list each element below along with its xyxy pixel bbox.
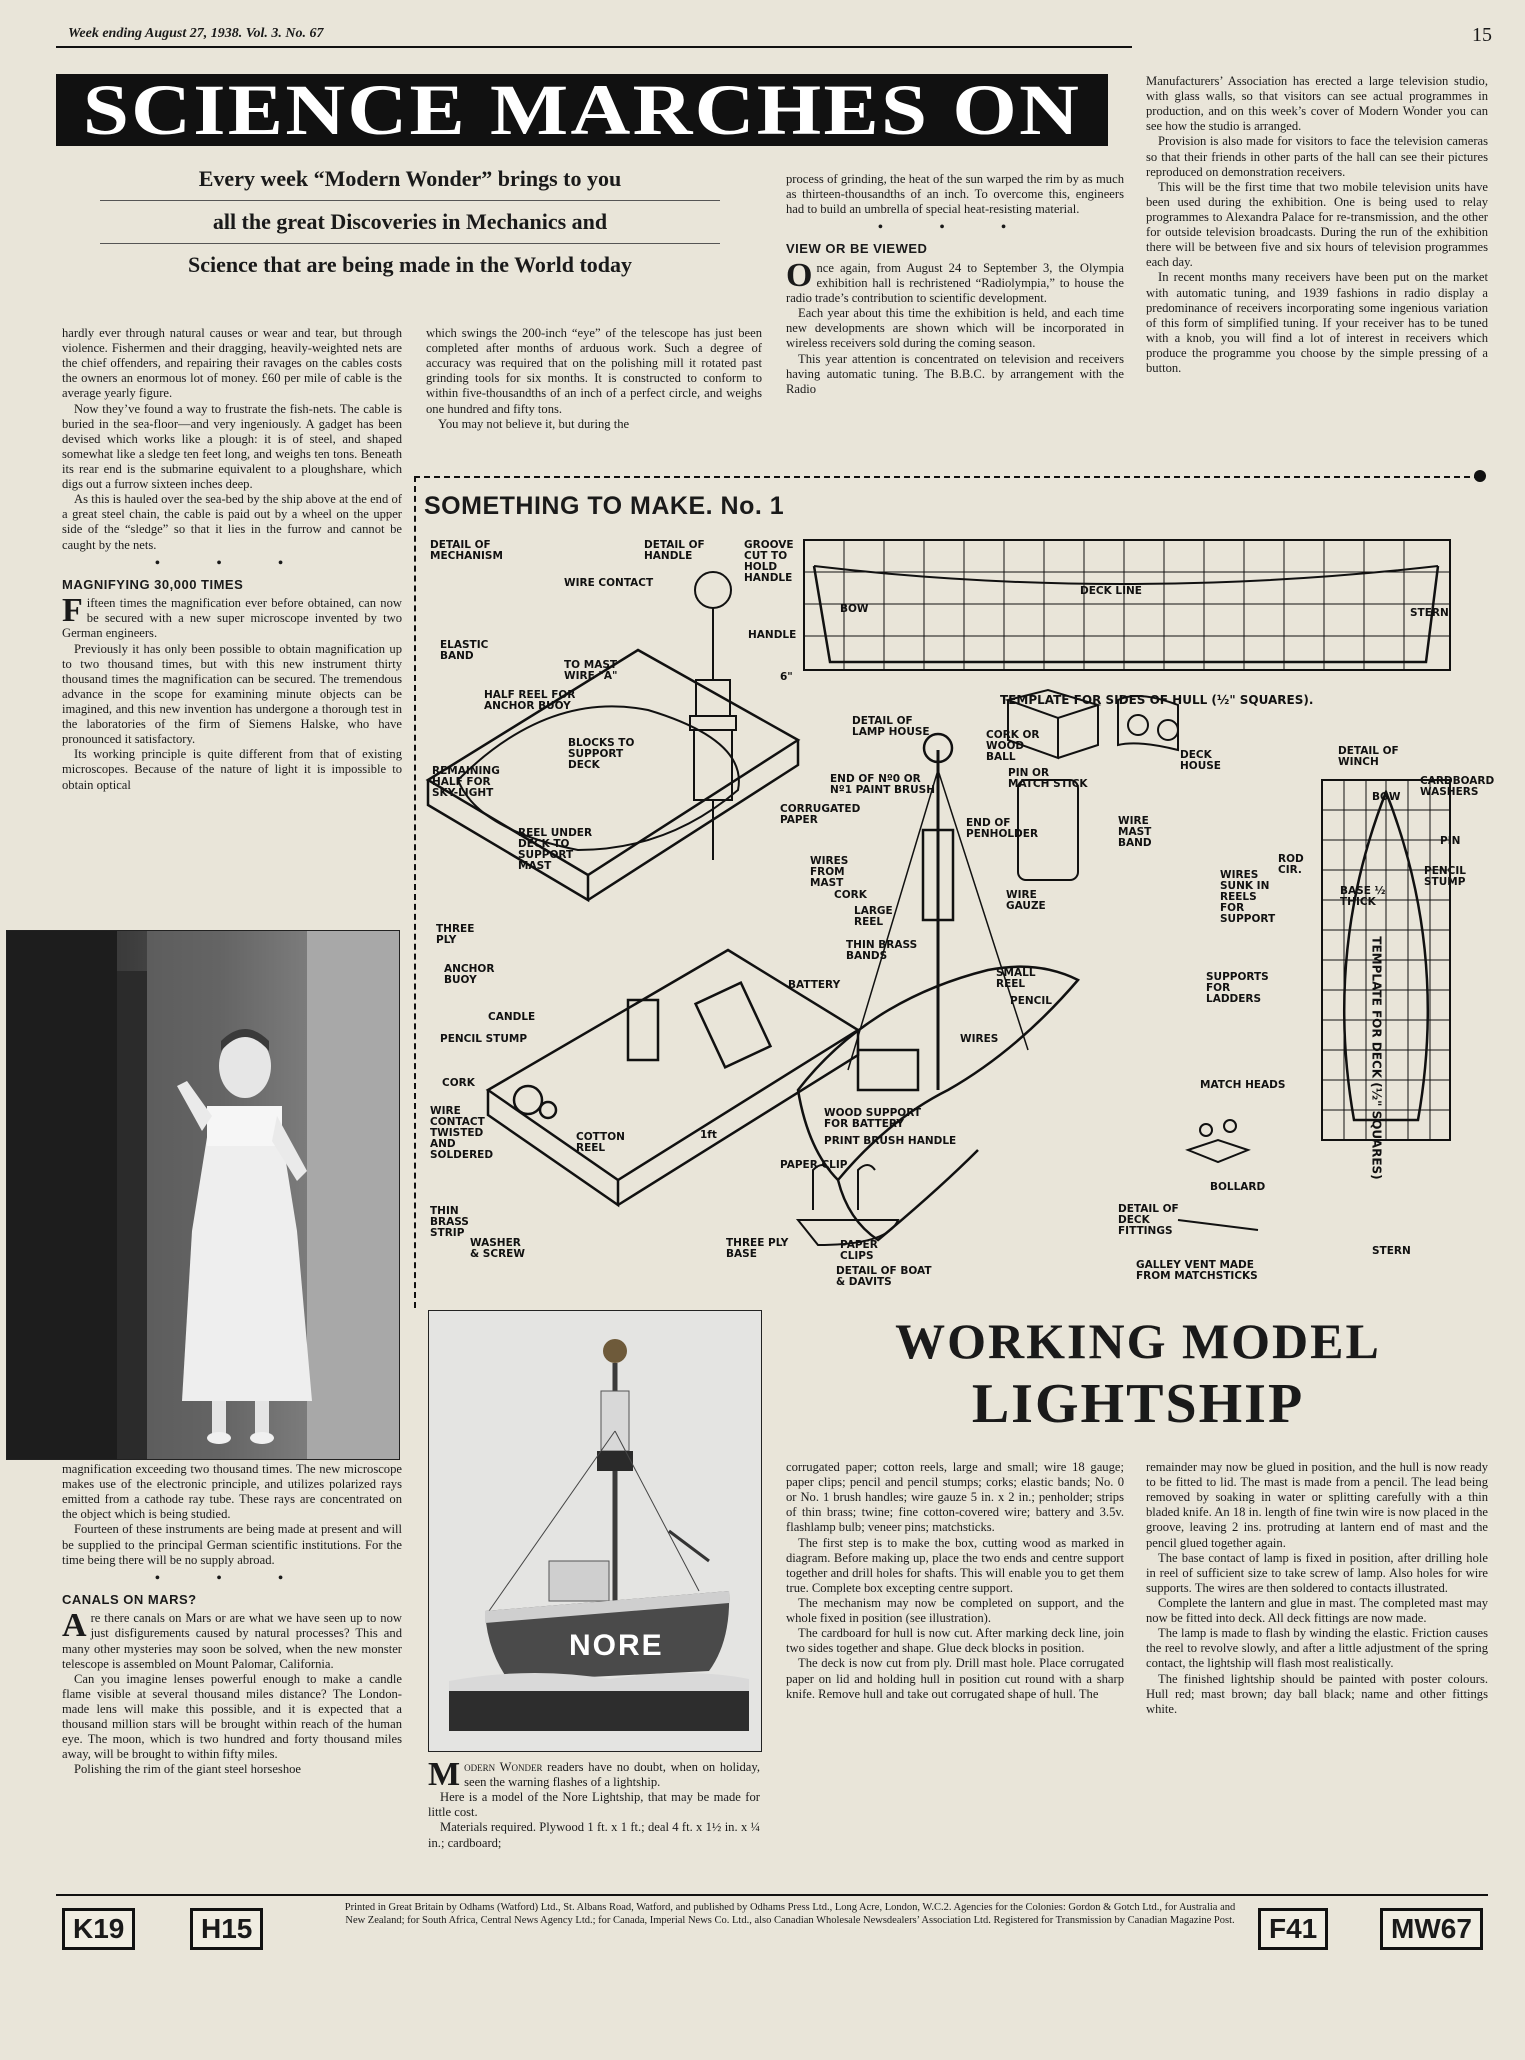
section-heading: MAGNIFYING 30,000 TIMES (62, 576, 244, 592)
label-dim-6: 6" (780, 671, 793, 683)
paragraph: The finished lightship should be painted with poster colours. Hull red; mast brown; day ball black; name and other fittings white. (1146, 1671, 1488, 1716)
label-wire-contact: WIRE CONTACT (564, 577, 654, 589)
lamp-house-detail (690, 572, 736, 860)
paragraph: Previously it has only been possible to obtain magnification up to two thousand times, but with this new instrument thirty thousand times the magnification can be secured. The tremendous advance in the scope for examining minute objects can be imagined, and this new invention has undergone a thorough test in the laboratories of the firm of Siemens Halske, who have pronounced it satisfactory. (62, 641, 402, 747)
banner-title: SCIENCE MARCHES ON (82, 70, 1082, 150)
page-number: 15 (1472, 24, 1492, 46)
paragraph: hardly ever through natural causes or wear and tear, but through violence. Fishermen and their dragging, heavily-weighted nets are the chief offenders, and repairing their ravages on the cables costs the owners an enormous lot of money. £60 per mile of cable is the average yearly figure. (62, 326, 402, 401)
paragraph: The deck is now cut from ply. Drill mast hole. Place corrugated paper on lid and holding hull in position cut round with a sharp knife. Remove hull and take out corrugated shape of hull. The (786, 1656, 1124, 1701)
label-pencil-stump: PENCIL STUMP (440, 1033, 528, 1045)
label-wires-sunk: WIRES SUNK IN REELS FOR SUPPORT (1220, 869, 1276, 926)
paragraph: You may not believe it, but during the (438, 416, 630, 431)
banner-subtitle (100, 158, 720, 286)
footer-rule (56, 1894, 1488, 1896)
paragraph: As this is hauled over the sea-bed by the ship above at the end of a great steel chain, the cable is paid out by a wheel on the upper side of the “sledge” so that it lies in the furrow and cannot be caught by the nets. (62, 492, 402, 552)
paragraph: The first step is to make the box, cutting wood as marked in diagram. Before making up, place the two ends and centre support together and drill holes for shafts. This will enable you to get them true. Complete box excepting centre support. (786, 1535, 1124, 1595)
diagram-end-dot (1474, 470, 1486, 482)
hull-template (804, 540, 1450, 670)
label-wire-contact-twisted: WIRE CONTACT TWISTED AND SOLDERED (430, 1105, 494, 1162)
diagram-top-rule (414, 476, 1480, 478)
section-separator: • • • (877, 219, 1033, 237)
label-paper-clip: PAPER CLIP (780, 1159, 848, 1171)
article-column-1-bottom (62, 1462, 402, 1778)
label-supports-ladders: SUPPORTS FOR LADDERS (1206, 971, 1269, 1006)
label-wires-from-mast: WIRES FROM MAST (810, 855, 849, 890)
paragraph: which swings the 200-inch “eye” of the telescope has just been completed after months of arduous work. Such a degree of accuracy was required that on the polishing mill it rotated past grinding tools for six months. It is constructed to conform to within five-thousandths of an inch of a perfect circle, and weighs one hundred and fifty tons. (426, 326, 762, 416)
photo-illustration (7, 931, 399, 1459)
paragraph: Materials required. Plywood 1 ft. x 1 ft.; deal 4 ft. x 1½ in. x ¼ in.; cardboard; (428, 1820, 760, 1850)
label-end-penholder: END OF PENHOLDER (966, 817, 1039, 841)
label-anchor-buoy: ANCHOR BUOY (444, 963, 495, 987)
label-galley-vent: GALLEY VENT MADE FROM MATCHSTICKS (1136, 1259, 1258, 1283)
label-to-mast-wire: TO MAST WIRE "A" (564, 659, 618, 683)
paragraph: Can you imagine lenses powerful enough to make a candle flame visible at several thousand miles distance? The London-made lens will make this possible, and it is expected that a thousand million stars will be brought within reach of the human eye. The moon, which is two hundred and forty thousand miles away, will be brought to within fifty miles. (62, 1671, 402, 1762)
label-remaining-half: REMAINING HALF FOR SKY-LIGHT (432, 765, 500, 800)
label-corrugated-paper: CORRUGATED PAPER (780, 803, 861, 827)
paragraph: This will be the first time that two mobile television units have been used during the exhibition. One is being used to relay programmes to Alexandra Palace for re-transmission, and the other for outside television broadcasts. During the run of the exhibition there will be between five and six hours of television programmes each day. (1146, 179, 1488, 270)
header-rule (56, 46, 1132, 48)
label-blocks-deck: BLOCKS TO SUPPORT DECK (568, 737, 635, 772)
label-rod-cir: ROD CIR. (1278, 853, 1304, 877)
label-washer-screw: WASHER & SCREW (470, 1237, 525, 1261)
paragraph: Fifteen times the magnification ever before obtained, can now be secured with a new super microscope invented by two German engineers. (62, 592, 402, 641)
paragraph: Now they’ve found a way to frustrate the fish-nets. The cable is buried in the sea-floor—and very ingeniously. A gadget has been devised which works like a plough: it is of steel, and shaped somewhat like a sledge ten feet long, and weighs ten tons. Beneath its rear end is the submarine equivalent to a ploughshare, which digs out a furrow sixteen inches deep. (62, 401, 402, 492)
label-three-ply: THREE PLY (436, 923, 475, 947)
label-bow-hull: BOW (840, 603, 869, 615)
label-detail-handle: DETAIL OF HANDLE (644, 539, 705, 563)
label-pencil: PENCIL (1010, 995, 1052, 1007)
article-column-3-top (786, 172, 1124, 397)
label-cardboard-washers: CARDBOARD WASHERS (1420, 775, 1495, 799)
section-heading: CANALS ON MARS? (62, 1591, 197, 1607)
photo-model-lightship (428, 1310, 762, 1752)
paragraph: Manufacturers’ Association has erected a large television studio, with glass walls, so that visitors can see actual programmes in production, and on this week’s cover of Modern Wonder you can see how the studio is arranged. (1146, 74, 1488, 134)
label-candle: CANDLE (488, 1011, 536, 1023)
label-deck-bow: BOW (1372, 791, 1401, 803)
label-handle: HANDLE (748, 629, 797, 641)
paragraph: Fourteen of these instruments are being made at present and will be supplied to the principal German scientific institutions. For the time being there will be no supply abroad. (62, 1522, 402, 1567)
footer-code-k19: K19 (62, 1908, 135, 1950)
paragraph: The mechanism may now be completed on support, and the whole fixed in position (see illustration). (786, 1595, 1124, 1626)
label-thin-brass-bands: THIN BRASS BANDS (846, 939, 918, 963)
paragraph: Complete the lantern and glue in mast. The completed mast may now be fitted into deck. All deck fittings are now made. (1146, 1595, 1488, 1626)
label-cork: CORK (442, 1077, 475, 1089)
paragraph: Here is a model of the Nore Lightship, that may be made for little cost. (428, 1790, 760, 1820)
section-separator: • • • (154, 1569, 310, 1587)
paragraph: The cardboard for hull is now cut. After marking deck line, join two sides together and shape. Glue deck blocks in position. (786, 1626, 1124, 1656)
paragraph: Its working principle is quite different from that of existing microscopes. Because of the nature of light it is impossible to obtain optical (62, 747, 402, 792)
label-match-heads: MATCH HEADS (1200, 1079, 1286, 1091)
label-wood-support-battery: WOOD SUPPORT FOR BATTERY (824, 1107, 921, 1131)
section-separator: • • • (154, 554, 310, 572)
paragraph: process of grinding, the heat of the sun warped the rim by as much as thirteen-thousandths of an inch. To overcome this, engineers had to build an umbrella of special heat-resisting material. (786, 172, 1124, 217)
diagram-title: SOMETHING TO MAKE. No. 1 (424, 492, 785, 520)
label-detail-mechanism: DETAIL OF MECHANISM (430, 539, 503, 563)
lightship-column-3 (1146, 1460, 1488, 1717)
label-pin: PIN (1440, 835, 1461, 847)
paragraph: In recent months many receivers have been put on the market with automatic tuning, and 1939 fashions in radio display a predominance of receivers incorporating some ingenious variation of this form of simplified tuning. If your receiver has to be tuned with a knob, you will find a lot of interest in receivers which produce the programme you choose by the simple pressing of a button. (1146, 270, 1488, 376)
paragraph: Each year about this time the exhibition is held, and each time new developments are shown which will be incorporated in wireless receivers sold during the coming season. (786, 306, 1124, 351)
article-column-1-top (62, 326, 402, 793)
label-detail-boat-davits: DETAIL OF BOAT & DAVITS (836, 1265, 932, 1289)
drop-cap: F (62, 592, 83, 630)
label-dim-1ft: 1ft (700, 1129, 717, 1141)
lightship-construction-diagram (418, 530, 1484, 1310)
label-template-deck: TEMPLATE FOR DECK (½" SQUARES) (1369, 936, 1384, 1180)
banner-sub-line3: Science that are being made in the World today (187, 252, 633, 277)
label-cork-small: CORK (834, 889, 867, 901)
label-reel-under-deck: REEL UNDER DECK TO SUPPORT MAST (518, 827, 593, 873)
label-detail-deck-fittings: DETAIL OF DECK FITTINGS (1118, 1203, 1179, 1238)
label-wire-gauze: WIRE GAUZE (1006, 889, 1046, 913)
label-paper-clips: PAPER CLIPS (840, 1239, 878, 1263)
label-deck-line: DECK LINE (1080, 585, 1142, 597)
label-print-brush-handle: PRINT BRUSH HANDLE (824, 1135, 957, 1147)
label-small-reel: SMALL REEL (996, 967, 1036, 991)
footer-imprint: Printed in Great Britain by Odhams (Watford) Ltd., St. Albans Road, Watford, and published by Odhams Press Ltd., Long Acre, London, W.C.2. Agencies for the Colonies: Gordon & Gotch Ltd., for Australia and New Zealand; for South Africa, Central News Agency Ltd.; for Canada, Imperial News Co. Ltd., also Canadian Wholesale Newsdealers’ Association Ltd. Registered for Transmission by Canadian Magazine Post. (344, 1902, 1236, 1926)
label-cork-wood-ball: CORK OR WOOD BALL (986, 729, 1040, 764)
label-stern-hull: STERN (1410, 607, 1449, 619)
label-elastic-band: ELASTIC BAND (440, 639, 489, 663)
paragraph: The base contact of lamp is fixed in position, after drilling hole in reel of sufficient size to take screw of lamp. Also holes for wire supports. The wires are then soldered to contacts illustrated. (1146, 1550, 1488, 1595)
drop-cap: M (428, 1756, 461, 1793)
drop-cap: A (62, 1607, 87, 1645)
lightship-column-2 (786, 1460, 1124, 1702)
footer-code-h15: H15 (190, 1908, 263, 1950)
label-template-hull: TEMPLATE FOR SIDES OF HULL (½" SQUARES). (1000, 693, 1314, 707)
paragraph: Once again, from August 24 to September 3, the Olympia exhibition hall is rechristened “Radiolympia,” to house the radio trade’s contribution to scientific development. (786, 256, 1124, 306)
label-thin-brass-strip: THIN BRASS STRIP (430, 1205, 469, 1240)
label-battery: BATTERY (788, 979, 841, 991)
label-cotton-reel: COTTON REEL (576, 1131, 625, 1155)
lightship-heading-line1: WORKING MODEL (895, 1313, 1381, 1369)
label-bollard: BOLLARD (1210, 1181, 1266, 1193)
label-detail-winch: DETAIL OF WINCH (1338, 745, 1399, 769)
label-large-reel: LARGE REEL (854, 905, 893, 929)
paragraph: corrugated paper; cotton reels, large and small; wire 18 gauge; paper clips; pencil and pencil stumps; corks; elastic bands; No. 0 or No. 1 brush handles; wire gauze 5 in. x 2 in.; penholder; strips of thin brass; twine; fine cotton-covered wire; battery and 3.5v. flashlamp bulb; veneer pins; matchsticks. (786, 1460, 1124, 1535)
label-detail-lamp-house: DETAIL OF LAMP HOUSE (852, 715, 930, 739)
banner-sub-line1: Every week “Modern Wonder” brings to you (100, 158, 720, 201)
paragraph: Modern Wonder readers have no doubt, when on holiday, seen the warning flashes of a lightship. (428, 1756, 760, 1793)
paragraph: Are there canals on Mars or are what we have seen up to now just disfigurements caused by natural processes? This and many other mysteries may soon be solved, when the new monster telescope is assembled on Mount Palomar, California. (62, 1607, 402, 1671)
label-deck-stern: STERN (1372, 1245, 1411, 1257)
deck-template (1322, 780, 1450, 1140)
paragraph: Polishing the rim of the giant steel horseshoe (74, 1762, 302, 1777)
label-pin-match-stick: PIN OR MATCH STICK (1008, 767, 1088, 791)
footer-code-mw67: MW67 (1380, 1908, 1483, 1950)
banner-sub-line2: all the great Discoveries in Mechanics and (100, 201, 720, 244)
label-groove: GROOVE CUT TO HOLD HANDLE (744, 539, 794, 585)
paragraph: remainder may now be glued in position, and the hull is now ready to be fitted to lid. The mast is made from a pencil. The lead being removed by soaking in water or splitting carefully with a thin bladed knife. An 18 in. length of fine twin wire is now placed in the groove, leaving 2 ins. protruding at lantern end of mast and the pencil glued together again. (1146, 1460, 1488, 1550)
paragraph: The lamp is made to flash by winding the elastic. Friction causes the reel to revolve slowly, and after a little adjustment of the spring contact, the lightship will flash most realistically. (1146, 1626, 1488, 1671)
lightship-heading-line2: LIGHTSHIP (971, 1373, 1305, 1435)
label-base-thick: BASE ½ THICK (1340, 885, 1386, 909)
label-pencil-stump-winch: PENCIL STUMP (1424, 865, 1466, 889)
label-wire-mast-band: WIRE MAST BAND (1118, 815, 1152, 850)
drop-cap: O (786, 256, 813, 294)
paragraph: This year attention is concentrated on television and receivers having automatic tuning. The B.B.C. by arrangement with the Radio (786, 351, 1124, 396)
label-end-brush: END OF Nº0 OR Nº1 PAINT BRUSH (830, 773, 936, 797)
paragraph: Provision is also made for visitors to face the television cameras so that their friends in other parts of the hall can see their pictures reproduced on demonstration receivers. (1146, 134, 1488, 179)
label-three-ply-base: THREE PLY BASE (726, 1237, 789, 1261)
lightship-column-1 (428, 1756, 760, 1851)
ship-name-text: NORE (569, 1629, 664, 1662)
label-deck-house: DECK HOUSE (1180, 749, 1221, 773)
label-half-reel-anchor: HALF REEL FOR ANCHOR BUOY (484, 689, 576, 713)
issue-line: Week ending August 27, 1938. Vol. 3. No. 67 (68, 26, 324, 41)
footer-code-f41: F41 (1258, 1908, 1328, 1950)
paragraph: magnification exceeding two thousand times. The new microscope makes use of the electronic principle, and utilizes polarized rays emitted from a cathode ray tube. These rays are concentrated on the object which is being studied. (62, 1462, 402, 1522)
label-wires: WIRES (960, 1033, 999, 1045)
model-photo-illustration (429, 1311, 761, 1751)
section-heading: VIEW OR BE VIEWED (786, 241, 928, 257)
article-column-4-top (1146, 74, 1488, 376)
diagram-left-rule (414, 476, 416, 1308)
photo-woman-doorway (6, 930, 400, 1460)
article-column-2-top (426, 326, 762, 432)
